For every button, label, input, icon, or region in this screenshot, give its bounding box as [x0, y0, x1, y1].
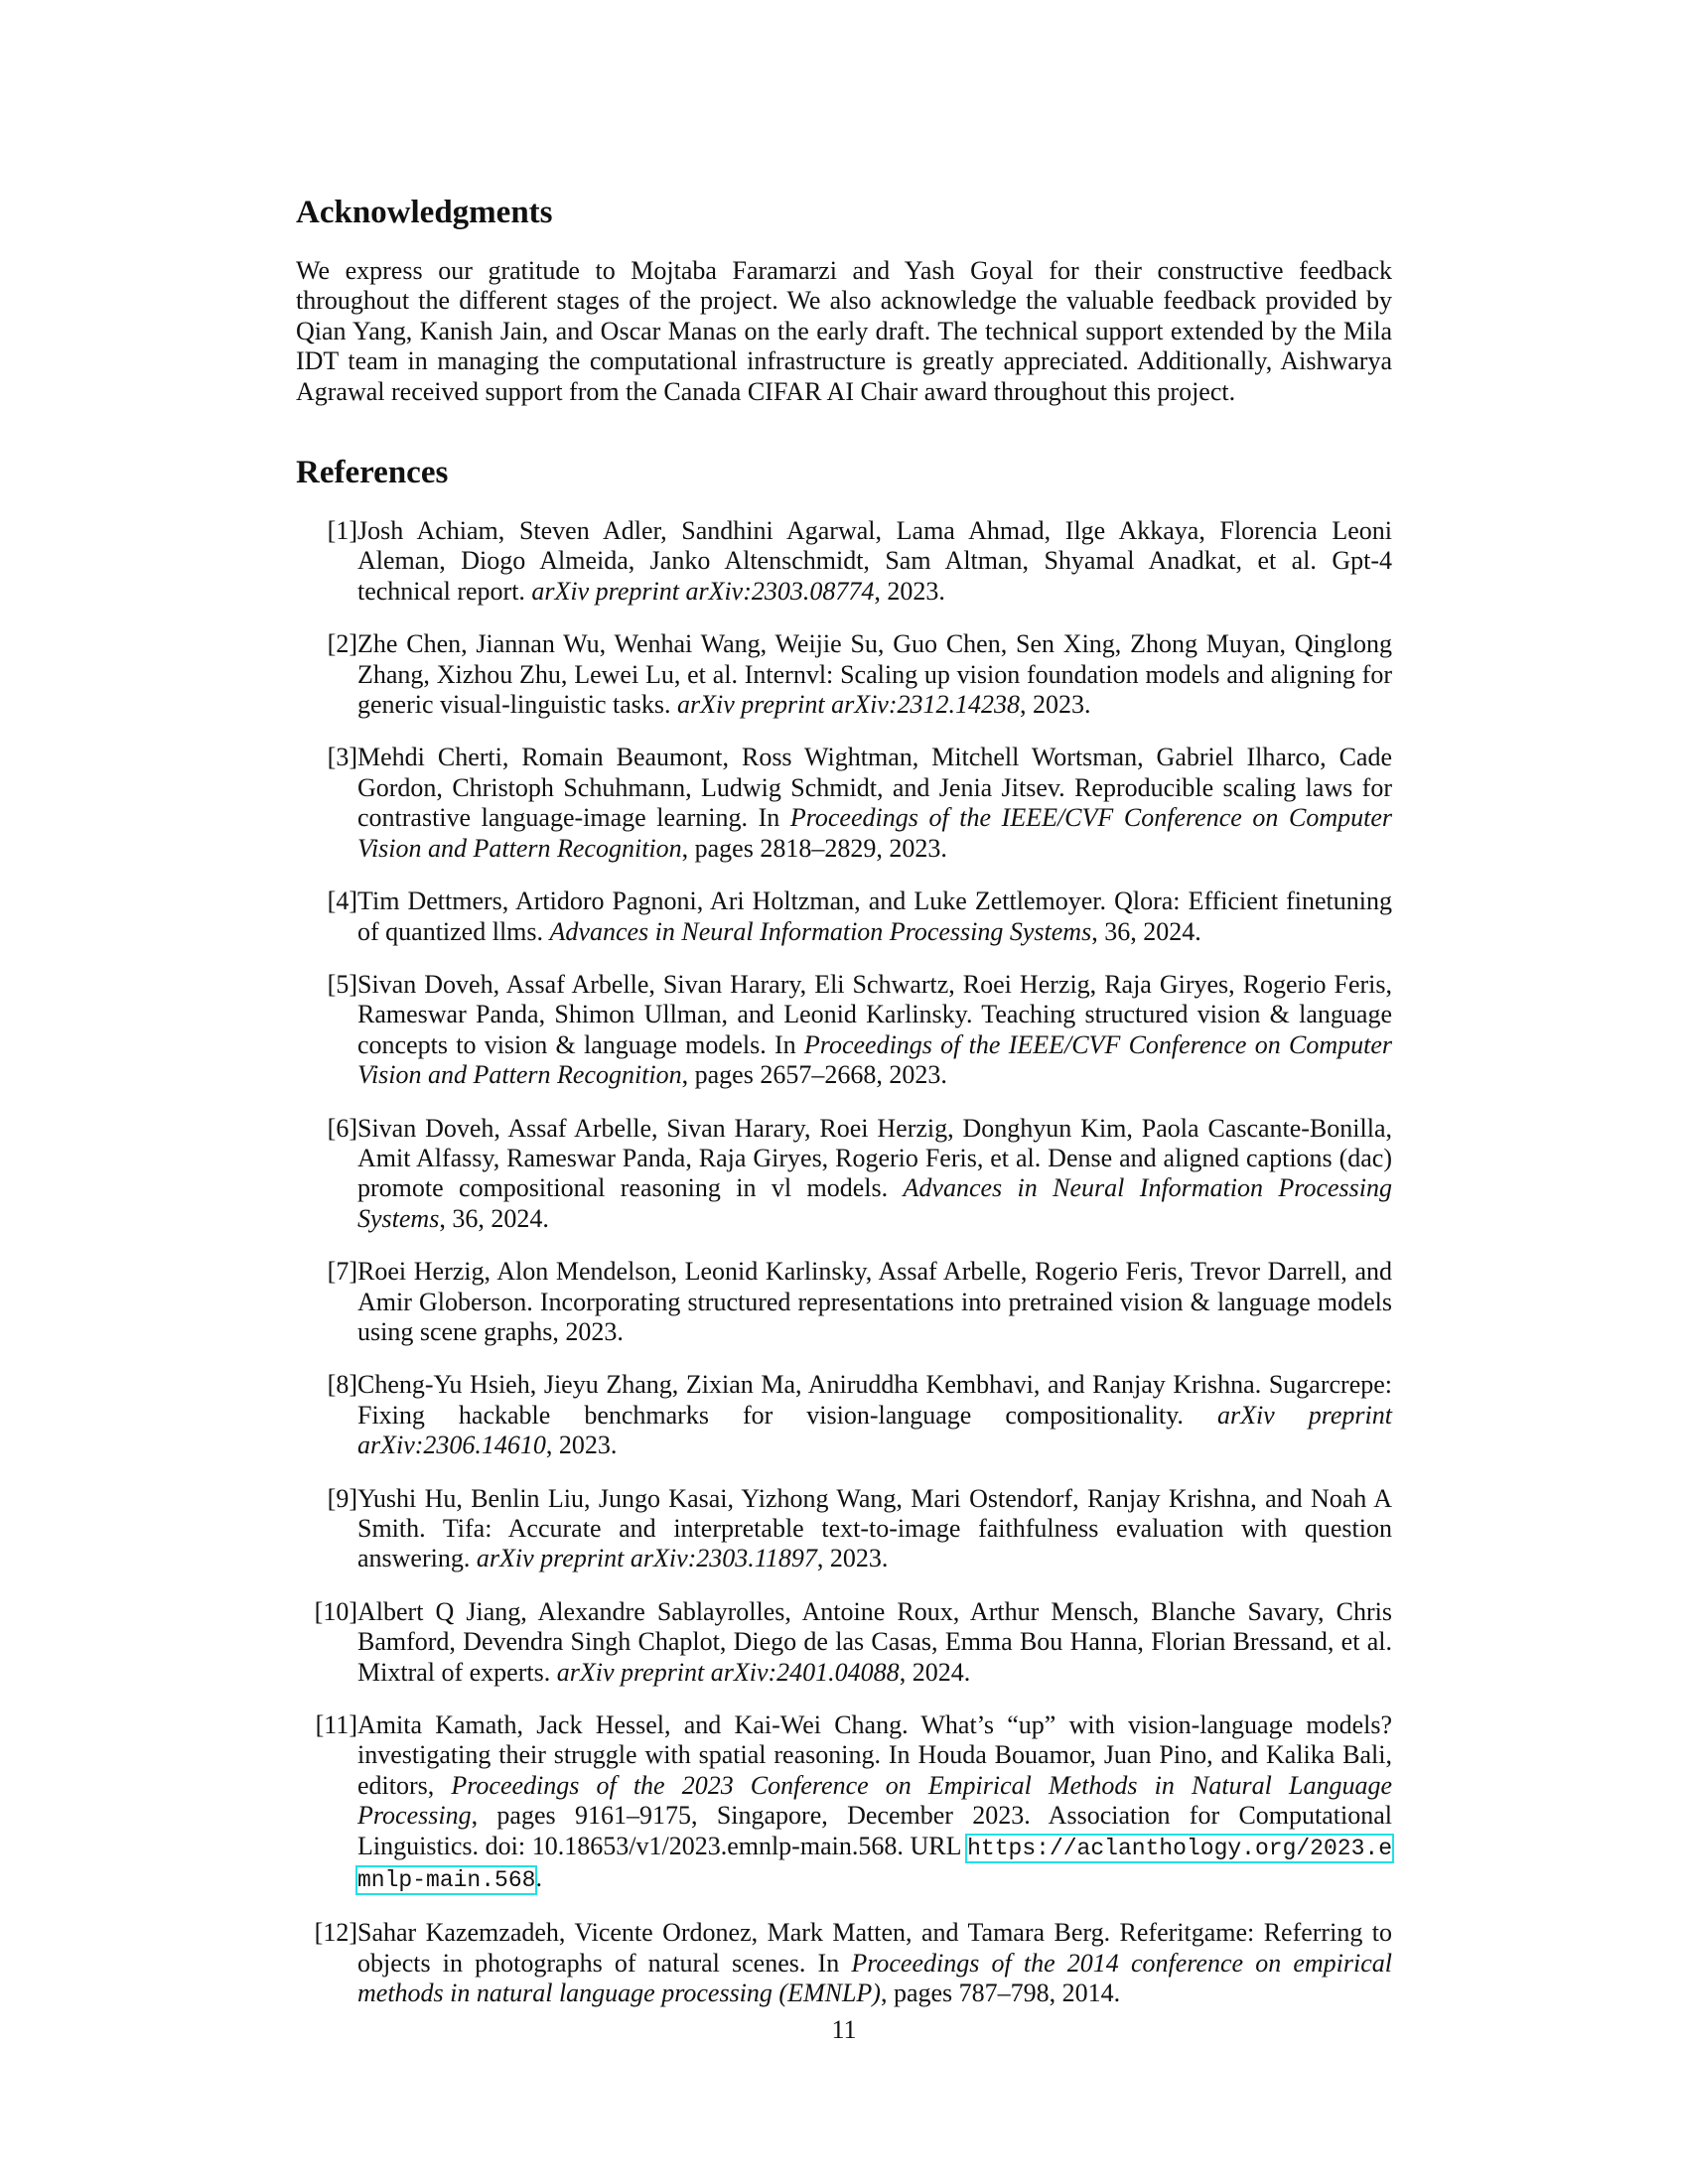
reference-number [296, 1710, 357, 1740]
reference-authors-title: Mehdi Cherti, Romain Beaumont, Ross Wightman, Mitchell Wortsman, Gabriel Ilharco, Cade Gordon, Christoph Schuhmann, Ludwig Schmidt, and Jenia Jitsev. Reproducible scaling laws for contrastive language-image learning. In [357, 743, 1392, 833]
reference-authors-title: Albert Q Jiang, Alexandre Sablayrolles, Antoine Roux, Arthur Mensch, Blanche Savary, Chris Bamford, Devendra Singh Chaplot, Diego de las Casas, Emma Bou Hanna, Florian Bressand, et al. Mixtral of experts. [357, 1596, 1392, 1687]
reference-venue: Advances in Neural Information Processing Systems [549, 916, 1092, 946]
reference-text [357, 1257, 1392, 1347]
reference-authors-title: Cheng-Yu Hsieh, Jieyu Zhang, Zixian Ma, Aniruddha Kembhavi, and Ranjay Krishna. Sugarcrepe: Fixing hackable benchmarks for vision-language compositionality. [357, 1370, 1392, 1430]
reference-details: , 2023. [816, 1544, 889, 1573]
reference-item [296, 1597, 1392, 1688]
reference-details: , 2023. [1020, 690, 1091, 720]
reference-number-label: [4] [327, 887, 357, 916]
reference-text [357, 1710, 1392, 1895]
reference-number-label: [10] [314, 1596, 357, 1626]
reference-number [296, 1114, 357, 1144]
reference-number-label: [3] [327, 743, 357, 772]
reference-text [357, 629, 1392, 720]
reference-number [296, 1370, 357, 1400]
reference-details: , 36, 2024. [1091, 916, 1201, 946]
reference-authors-title: Sivan Doveh, Assaf Arbelle, Sivan Harary, Roei Herzig, Donghyun Kim, Paola Cascante-Bonilla, Amit Alfassy, Rameswar Panda, Raja Giryes, Rogerio Feris, et al. Dense and aligned captions (dac) promote compositional reasoning in vl models. [357, 1113, 1392, 1203]
reference-number-label: [5] [327, 969, 357, 999]
reference-item [296, 743, 1392, 864]
reference-venue: arXiv preprint arXiv:2306.14610 [357, 1400, 1392, 1460]
reference-number [296, 516, 357, 546]
reference-number-label: [2] [327, 629, 357, 659]
reference-text [357, 1114, 1392, 1235]
reference-venue: arXiv preprint arXiv:2303.11897 [476, 1544, 817, 1573]
reference-authors-title: Josh Achiam, Steven Adler, Sandhini Agarwal, Lama Ahmad, Ilge Akkaya, Florencia Leoni Aleman, Diogo Almeida, Janko Altenschmidt, Sam Altman, Shyamal Anadkat, et al. Gpt-4 technical report. [357, 516, 1392, 606]
reference-details: , 2023. [545, 1431, 618, 1460]
reference-number [296, 629, 357, 659]
reference-item [296, 970, 1392, 1091]
reference-number [296, 887, 357, 916]
reference-authors-title: Sahar Kazemzadeh, Vicente Ordonez, Mark Matten, and Tamara Berg. Referitgame: Referring to objects in photographs of natural scenes. In [357, 1918, 1392, 1978]
reference-number [296, 1484, 357, 1514]
reference-venue: arXiv preprint arXiv:2303.08774 [531, 576, 875, 606]
reference-text [357, 887, 1392, 947]
reference-number-label: [12] [314, 1918, 357, 1948]
reference-venue: Proceedings of the IEEE/CVF Conference on Computer Vision and Pattern Recognition [357, 1029, 1392, 1090]
reference-text [357, 970, 1392, 1091]
reference-number [296, 970, 357, 1000]
reference-authors-title: Amita Kamath, Jack Hessel, and Kai-Wei Chang. What’s “up” with vision-language models? investigating their struggle with spatial reasoning. In Houda Bouamor, Juan Pino, and Kalika Bali, editors, [357, 1710, 1392, 1800]
reference-item [296, 1918, 1392, 2008]
acknowledgments-text: We express our gratitude to Mojtaba Faramarzi and Yash Goyal for their constructive feedback throughout the different stages of the project. We also acknowledge the valuable feedback provided by Qian Yang, Kanish Jain, and Oscar Manas on the early draft. The technical support extended by the Mila IDT team in managing the computational infrastructure is greatly appreciated. Additionally, Aishwarya Agrawal received support from the Canada CIFAR AI Chair award throughout this project. [296, 256, 1392, 406]
reference-authors-title: Zhe Chen, Jiannan Wu, Wenhai Wang, Weijie Su, Guo Chen, Sen Xing, Zhong Muyan, Qinglong Zhang, Xizhou Zhu, Lewei Lu, et al. Internvl: Scaling up vision foundation models and aligning for generic visual-linguistic tasks. [357, 629, 1392, 720]
paper-page [296, 193, 1392, 2032]
reference-details: , pages 787–798, 2014. [880, 1979, 1121, 2008]
reference-item [296, 1710, 1392, 1895]
reference-text [357, 743, 1392, 864]
reference-url-link[interactable]: https://aclanthology.org/2023.emnlp-main.568 [357, 1835, 1392, 1894]
reference-details: , 2024. [899, 1657, 971, 1687]
reference-tail: . [535, 1863, 542, 1893]
reference-number-label: [11] [315, 1710, 357, 1740]
page-number: 11 [831, 2015, 857, 2044]
reference-details: , pages 9161–9175, Singapore, December 2023. Association for Computational Linguistics. doi: 10.18653/v1/2023.emnlp-main.568. URL [357, 1801, 1392, 1860]
reference-venue: Proceedings of the 2023 Conference on Empirical Methods in Natural Language Processing [357, 1770, 1392, 1831]
reference-item [296, 516, 1392, 607]
reference-details: , pages 2818–2829, 2023. [681, 833, 947, 863]
reference-item [296, 1484, 1392, 1574]
reference-number [296, 1597, 357, 1627]
reference-item [296, 1257, 1392, 1347]
acknowledgments-heading: Acknowledgments [296, 195, 553, 230]
reference-number-label: [7] [327, 1257, 357, 1287]
references-heading: References [296, 455, 449, 491]
reference-details: , 36, 2024. [439, 1203, 549, 1233]
reference-venue: Advances in Neural Information Processing Systems [357, 1173, 1392, 1233]
reference-text [357, 1597, 1392, 1688]
reference-authors-title: Roei Herzig, Alon Mendelson, Leonid Karlinsky, Assaf Arbelle, Rogerio Feris, Trevor Darrell, and Amir Globerson. Incorporating structured representations into pretrained vision & language models using scene graphs, 2023. [357, 1257, 1392, 1346]
reference-details: , pages 2657–2668, 2023. [681, 1060, 947, 1090]
reference-text [357, 516, 1392, 607]
reference-item [296, 1370, 1392, 1460]
reference-number [296, 743, 357, 772]
reference-number-label: [8] [327, 1370, 357, 1400]
reference-text [357, 1484, 1392, 1574]
reference-number [296, 1257, 357, 1287]
reference-number [296, 1918, 357, 1948]
reference-number-label: [6] [327, 1113, 357, 1143]
reference-item [296, 1114, 1392, 1235]
reference-authors-title: Tim Dettmers, Artidoro Pagnoni, Ari Holtzman, and Luke Zettlemoyer. Qlora: Efficient finetuning of quantized llms. [357, 887, 1392, 946]
reference-item [296, 629, 1392, 720]
reference-authors-title: Sivan Doveh, Assaf Arbelle, Sivan Harary, Eli Schwartz, Roei Herzig, Raja Giryes, Rogerio Feris, Rameswar Panda, Shimon Ullman, and Leonid Karlinsky. Teaching structured vision & language concepts to vision & language models. In [357, 969, 1392, 1059]
reference-number-label: [9] [327, 1483, 357, 1513]
reference-text [357, 1918, 1392, 2008]
reference-venue: Proceedings of the 2014 conference on empirical methods in natural language processing (EMNLP) [357, 1948, 1392, 2008]
reference-item [296, 887, 1392, 947]
reference-venue: arXiv preprint arXiv:2312.14238 [677, 690, 1020, 720]
reference-authors-title: Yushi Hu, Benlin Liu, Jungo Kasai, Yizhong Wang, Mari Ostendorf, Ranjay Krishna, and Noah A Smith. Tifa: Accurate and interpretable text-to-image faithfulness evaluation with question answering. [357, 1483, 1392, 1573]
reference-number-label: [1] [327, 516, 357, 546]
reference-venue: arXiv preprint arXiv:2401.04088 [556, 1657, 900, 1687]
reference-venue: Proceedings of the IEEE/CVF Conference on Computer Vision and Pattern Recognition [357, 803, 1392, 863]
reference-details: , 2023. [874, 576, 945, 606]
references-list [296, 516, 1392, 2009]
reference-text [357, 1370, 1392, 1460]
